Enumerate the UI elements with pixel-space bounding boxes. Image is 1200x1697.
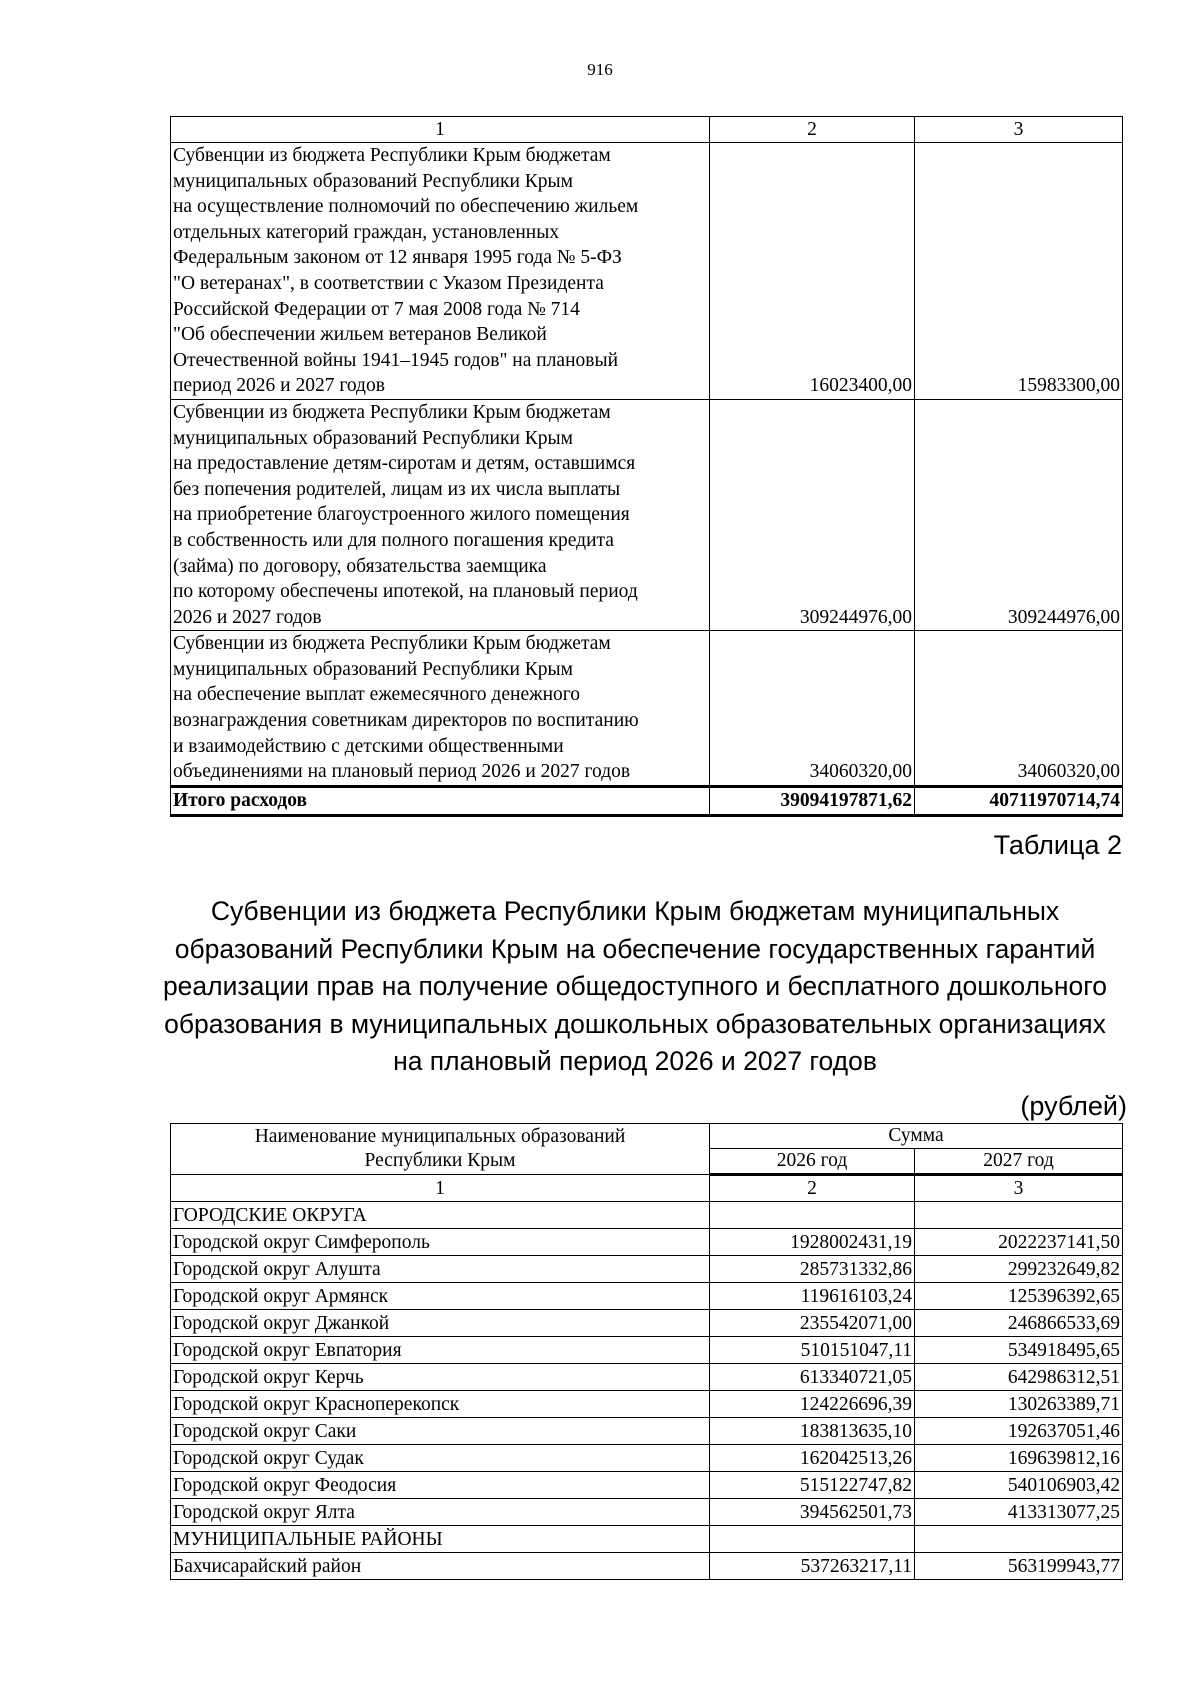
description-line: на обеспечение выплат ежемесячного денежного [173,684,581,706]
title-line: образований Республики Крым на обеспечение государственных гарантий [174,933,1096,964]
amount-2026: 183813635,10 [710,1418,915,1445]
section-row [171,1526,1123,1553]
total-label: Итого расходов [171,786,710,815]
description-line: объединениями на плановый период 2026 и 2027 годов [173,761,631,783]
municipality-name: Городской округ Армянск [171,1283,710,1310]
table-row [171,1472,1123,1499]
page-number: 916 [587,60,613,79]
amount-2026: 162042513,26 [710,1445,915,1472]
description-line: "Об обеспечении жильем ветеранов Великой [173,324,547,346]
amount-2027: 540106903,42 [915,1472,1123,1499]
description-line: 2026 и 2027 годов [173,606,322,628]
empty-cell [710,1526,915,1553]
amount-2027: 192637051,46 [915,1418,1123,1445]
description-line: в собственность или для полного погашения кредита [173,529,614,551]
description-line: (займа) по договору, обязательства заемщика [173,555,547,577]
section-title: ГОРОДСКИЕ ОКРУГА [171,1202,710,1229]
table-row [171,1310,1123,1337]
amount-2027: 130263389,71 [915,1391,1123,1418]
municipality-name: Городской округ Евпатория [171,1337,710,1364]
municipality-name: Городской округ Джанкой [171,1310,710,1337]
column-number-row [171,1175,1123,1202]
total-row [171,786,1123,815]
title-line: Субвенции из бюджета Республики Крым бюджетам муниципальных [210,896,1060,926]
total-2027: 40711970714,74 [915,786,1123,815]
table-row [171,1445,1123,1472]
amount-2026: 537263217,11 [710,1553,915,1580]
empty-cell [915,1202,1123,1229]
row-description [171,399,710,630]
section-row [171,1202,1123,1229]
description-line: на приобретение благоустроенного жилого помещения [173,504,630,526]
title-line: реализации прав на получение общедоступного и бесплатного дошкольного [162,971,1108,1001]
table-row [171,1391,1123,1418]
municipality-name: Городской округ Судак [171,1445,710,1472]
amount-2027: 534918495,65 [915,1337,1123,1364]
amount-2026: 1928002431,19 [710,1229,915,1256]
sum-header: Сумма [710,1124,1123,1149]
title-line: на плановый период 2026 и 2027 годов [393,1046,877,1076]
empty-cell [915,1526,1123,1553]
amount-2026: 510151047,11 [710,1337,915,1364]
amount-2027: 2022237141,50 [915,1229,1123,1256]
amount-2027: 125396392,65 [915,1283,1123,1310]
table-row [171,143,1123,400]
description-line: муниципальных образований Республики Крым [173,658,573,680]
amount-2026: 613340721,05 [710,1364,915,1391]
description-line: период 2026 и 2027 годов [173,375,385,397]
currency-unit: (рублей) [1020,1091,1127,1121]
description-line: вознаграждения советникам директоров по воспитанию [173,710,639,732]
header-row [171,1124,1123,1149]
year-2026-header: 2026 год [710,1149,915,1175]
row-description [171,143,710,400]
amount-2027: 309244976,00 [915,399,1123,630]
amount-2026: 309244976,00 [710,399,915,630]
municipality-name: Городской округ Керчь [171,1364,710,1391]
amount-2026: 394562501,73 [710,1499,915,1526]
table-row [171,1283,1123,1310]
column-number-2: 2 [710,1175,915,1202]
column-number-1: 1 [171,1175,710,1202]
row-description [171,631,710,787]
municipality-name: Городской округ Симферополь [171,1229,710,1256]
amount-2026: 235542071,00 [710,1310,915,1337]
column-number-3: 3 [915,117,1123,143]
expenses-table-continued [170,116,1123,817]
name-column-header [171,1124,710,1175]
description-line: муниципальных образований Республики Крым [173,427,573,449]
description-line: без попечения родителей, лицам из их числа выплаты [173,478,621,500]
title-line: образования в муниципальных дошкольных образовательных организациях [164,1008,1106,1039]
description-line: по которому обеспечены ипотекой, на плановый период [173,581,638,603]
description-line: и взаимодействию с детскими общественными [173,735,564,757]
table-row [171,1256,1123,1283]
description-line: "О ветеранах", в соответствии с Указом Президента [173,272,604,294]
amount-2026: 285731332,86 [710,1256,915,1283]
amount-2027: 15983300,00 [915,143,1123,400]
description-line: Федеральным законом от 12 января 1995 года № 5-ФЗ [173,247,622,269]
municipality-name: Городской округ Красноперекопск [171,1391,710,1418]
amount-2027: 413313077,25 [915,1499,1123,1526]
amount-2026: 124226696,39 [710,1391,915,1418]
description-line: Субвенции из бюджета Республики Крым бюджетам [173,633,611,655]
description-line: отдельных категорий граждан, установленных [173,221,560,243]
column-number-3: 3 [915,1175,1123,1202]
table-title [150,893,1120,1081]
amount-2027: 34060320,00 [915,631,1123,787]
amount-2027: 563199943,77 [915,1553,1123,1580]
municipality-name: Городской округ Саки [171,1418,710,1445]
header-line: Наименование муниципальных образований [254,1126,626,1147]
table-row [171,1418,1123,1445]
description-line: Отечественной войны 1941–1945 годов" на плановый [173,349,619,371]
municipality-name: Городской округ Феодосия [171,1472,710,1499]
header-line: Республики Крым [364,1150,516,1171]
table-row [171,1337,1123,1364]
amount-2027: 246866533,69 [915,1310,1123,1337]
empty-cell [710,1202,915,1229]
amount-2026: 119616103,24 [710,1283,915,1310]
column-number-2: 2 [710,117,915,143]
subventions-table [170,1123,1123,1580]
column-number-row [171,117,1123,143]
amount-2026: 16023400,00 [710,143,915,400]
table-row [171,631,1123,787]
amount-2027: 169639812,16 [915,1445,1123,1472]
table-row [171,1499,1123,1526]
amount-2027: 299232649,82 [915,1256,1123,1283]
description-line: муниципальных образований Республики Крым [173,170,573,192]
description-line: Российской Федерации от 7 мая 2008 года № 714 [173,298,580,320]
column-number-1: 1 [171,117,710,143]
table-label: Таблица 2 [993,830,1122,860]
table-row [171,1229,1123,1256]
table-row [171,1364,1123,1391]
table-row [171,1553,1123,1580]
total-2026: 39094197871,62 [710,786,915,815]
municipality-name: Городской округ Ялта [171,1499,710,1526]
section-title: МУНИЦИПАЛЬНЫЕ РАЙОНЫ [171,1526,710,1553]
description-line: на осуществление полномочий по обеспечению жильем [173,196,639,218]
description-line: Субвенции из бюджета Республики Крым бюджетам [173,145,611,166]
municipality-name: Городской округ Алушта [171,1256,710,1283]
description-line: на предоставление детям-сиротам и детям, оставшимся [173,453,636,475]
amount-2026: 515122747,82 [710,1472,915,1499]
amount-2027: 642986312,51 [915,1364,1123,1391]
year-2027-header: 2027 год [915,1149,1123,1175]
table-row [171,399,1123,630]
municipality-name: Бахчисарайский район [171,1553,710,1580]
amount-2026: 34060320,00 [710,631,915,787]
description-line: Субвенции из бюджета Республики Крым бюджетам [173,401,611,423]
